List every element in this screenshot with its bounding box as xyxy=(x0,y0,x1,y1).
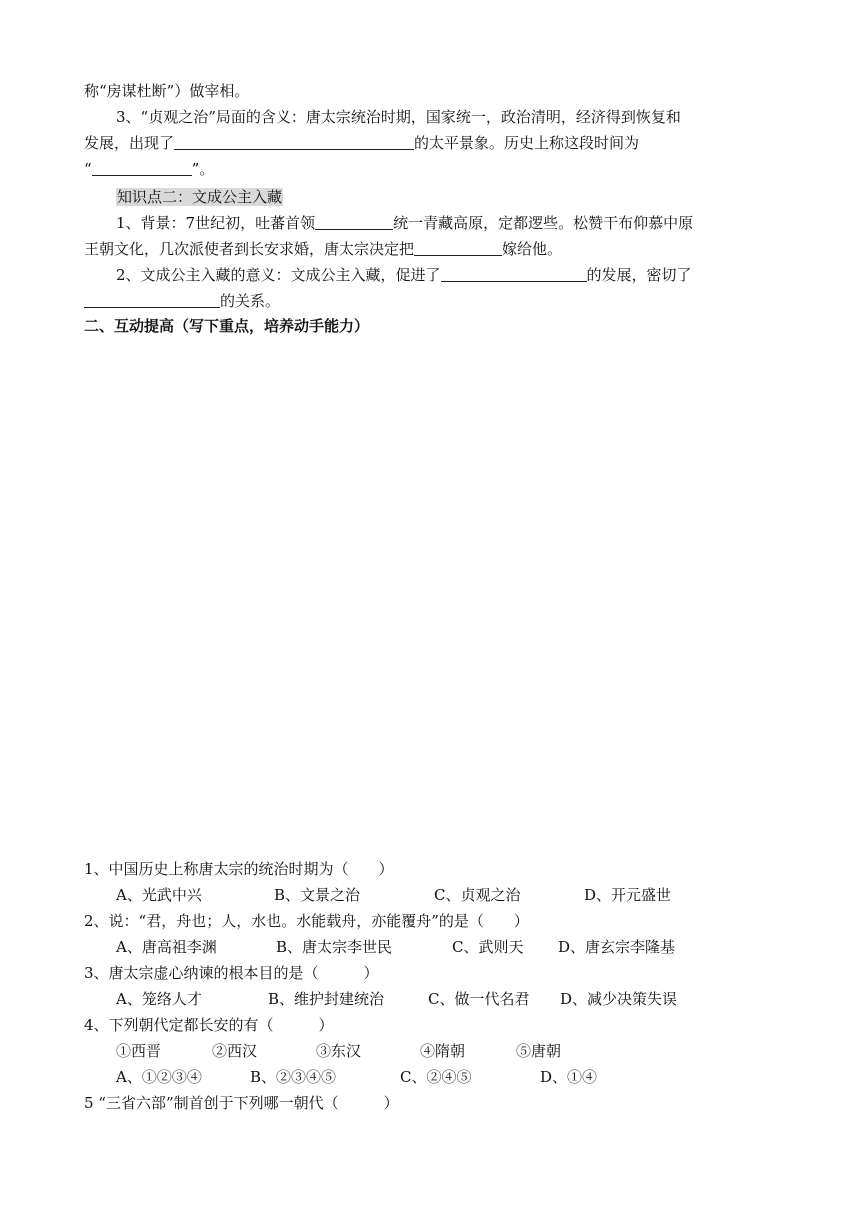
text-segment: 发展，出现了 xyxy=(84,134,175,152)
text-segment: 王朝文化，几次派使者到长安求婚，唐太宗决定把 xyxy=(84,240,415,258)
text-segment: 的关系。 xyxy=(220,292,281,310)
text-line xyxy=(84,130,776,156)
text-segment: 嫁给他。 xyxy=(502,240,563,258)
text-segment: 的太平景象。历史上称这段时间为 xyxy=(414,134,640,152)
option-c[interactable]: C、贞观之治 xyxy=(434,886,521,904)
knowledge-point-heading xyxy=(116,184,776,210)
question-stem: 1、中国历史上称唐太宗的统治时期为（ ） xyxy=(84,860,394,878)
option-row xyxy=(116,1064,776,1090)
option-row xyxy=(116,934,776,960)
text-line xyxy=(116,210,776,236)
option-d[interactable]: D、①④ xyxy=(540,1068,598,1086)
text-segment: 2、文成公主入藏的意义：文成公主入藏，促进了 xyxy=(116,266,441,284)
option-a[interactable]: A、①②③④ xyxy=(116,1068,202,1086)
item-4: ④隋朝 xyxy=(420,1042,466,1060)
option-row xyxy=(116,882,776,908)
question-stem: 2、说：“君，舟也；人，水也。水能载舟，亦能覆舟”的是（ ） xyxy=(84,912,529,930)
option-a[interactable]: A、唐高祖李渊 xyxy=(116,938,217,956)
highlighted-heading: 知识点二：文成公主入藏 xyxy=(117,188,283,206)
fill-blank[interactable] xyxy=(84,291,220,308)
text-line xyxy=(84,156,776,182)
section-heading: 二、互动提高（写下重点，培养动手能力） xyxy=(84,317,370,335)
text-line xyxy=(116,262,776,288)
option-d[interactable]: D、唐玄宗李隆基 xyxy=(558,938,676,956)
question-stem: 4、下列朝代定都长安的有（ ） xyxy=(84,1016,334,1034)
item-5: ⑤唐朝 xyxy=(516,1042,562,1060)
item-row xyxy=(116,1038,776,1064)
item-3: ③东汉 xyxy=(316,1042,362,1060)
option-d[interactable]: D、开元盛世 xyxy=(584,886,672,904)
text-line xyxy=(84,236,776,262)
fill-blank[interactable] xyxy=(441,265,587,282)
option-c[interactable]: C、武则天 xyxy=(452,938,524,956)
option-row xyxy=(116,986,776,1012)
option-d[interactable]: D、减少决策失误 xyxy=(560,990,678,1008)
text-segment: 统一青藏高原，定都逻些。松赞干布仰慕中原 xyxy=(393,214,694,232)
option-b[interactable]: B、维护封建统治 xyxy=(268,990,385,1008)
writing-area[interactable] xyxy=(84,345,776,845)
option-b[interactable]: B、唐太宗李世民 xyxy=(276,938,393,956)
fill-blank[interactable] xyxy=(315,213,393,230)
fill-blank[interactable] xyxy=(174,133,414,150)
item-2: ②西汉 xyxy=(212,1042,258,1060)
text-line: 3、“贞观之治”局面的含义：唐太宗统治时期，国家统一，政治清明，经济得到恢复和 xyxy=(116,108,681,126)
option-b[interactable]: B、②③④⑤ xyxy=(250,1068,337,1086)
text-segment: 的发展，密切了 xyxy=(586,266,692,284)
question-stem: 5 “三省六部”制首创于下列哪一朝代（ ） xyxy=(84,1094,399,1112)
option-c[interactable]: C、②④⑤ xyxy=(400,1068,472,1086)
text-segment: ”。 xyxy=(191,160,215,178)
option-b[interactable]: B、文景之治 xyxy=(274,886,361,904)
option-a[interactable]: A、笼络人才 xyxy=(116,990,202,1008)
item-1: ①西晋 xyxy=(116,1042,162,1060)
text-segment: 1、背景：7世纪初，吐蕃首领 xyxy=(116,214,316,232)
option-c[interactable]: C、做一代名君 xyxy=(428,990,530,1008)
text-segment: “ xyxy=(84,160,92,178)
fill-blank[interactable] xyxy=(414,239,502,256)
text-line xyxy=(84,288,776,314)
question-stem: 3、唐太宗虚心纳谏的根本目的是（ ） xyxy=(84,964,379,982)
text-line: 称“房谋杜断”）做宰相。 xyxy=(84,82,250,100)
option-a[interactable]: A、光武中兴 xyxy=(116,886,202,904)
fill-blank[interactable] xyxy=(92,159,192,176)
